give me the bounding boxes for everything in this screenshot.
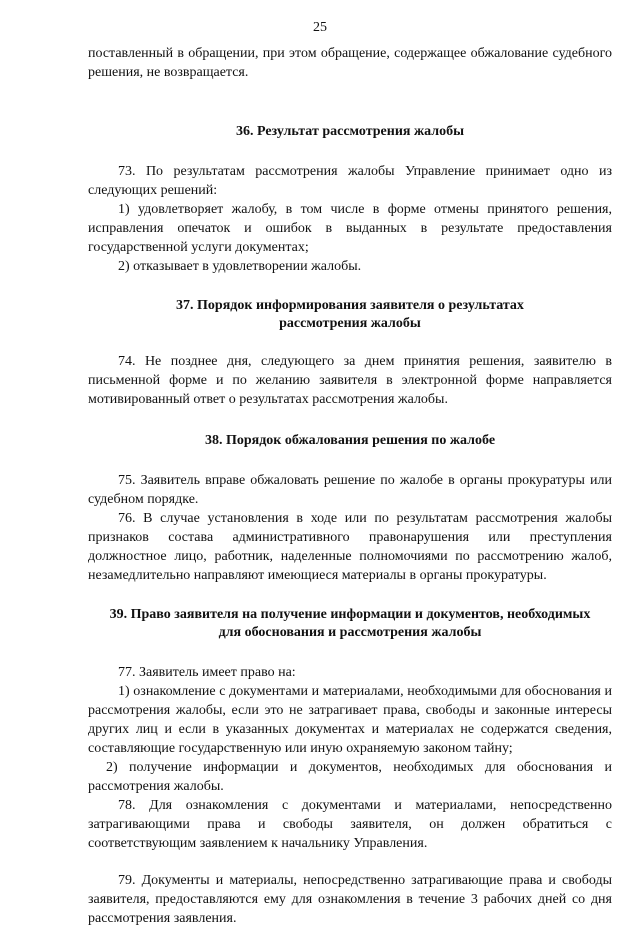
- section-heading-38: 38. Порядок обжалования решения по жалобе: [204, 433, 496, 448]
- page-number: 25: [313, 20, 327, 35]
- paragraph-73-item-1: 1) удовлетворяет жалобу, в том числе в форме отмены принятого решения, исправления опечаток и ошибок в выданных в результате предоставления государственной услуги документах;: [88, 202, 612, 255]
- paragraph-77-item-2: 2) получение информации и документов, необходимых для обоснования и рассмотрения жалобы.: [88, 760, 612, 794]
- paragraph-79: 79. Документы и материалы, непосредственно затрагивающие права и свободы заявителя, предоставляются ему для ознакомления в течение 3 рабочих дней со дня рассмотрения заявления.: [88, 873, 612, 926]
- paragraph-74: 74. Не позднее дня, следующего за днем принятия решения, заявителю в письменной форме и по желанию заявителя в электронной форме направляется мотивированный ответ о результатах рассмотрения жалобы.: [88, 354, 612, 407]
- document-body: [88, 44, 612, 928]
- paragraph-73: 73. По результатам рассмотрения жалобы Управление принимает одно из следующих решений:: [88, 164, 612, 198]
- paragraph-78: 78. Для ознакомления с документами и материалами, непосредственно затрагивающими права и свободы заявителя, он должен обратиться с соответствующим заявлением к начальнику Управления.: [88, 798, 612, 851]
- paragraph-continuation: поставленный в обращении, при этом обращение, содержащее обжалование судебного решения, не возвращается.: [88, 46, 612, 80]
- paragraph-75: 75. Заявитель вправе обжаловать решение по жалобе в органы прокуратуры или судебном порядке.: [88, 473, 612, 507]
- section-heading-39-line-1: 39. Право заявителя на получение информации и документов, необходимых: [109, 607, 591, 622]
- section-heading-39-line-2: для обоснования и рассмотрения жалобы: [218, 625, 482, 640]
- section-heading-36: 36. Результат рассмотрения жалобы: [235, 124, 465, 139]
- paragraph-77-item-1: 1) ознакомление с документами и материалами, необходимыми для обоснования и рассмотрения жалобы, если это не затрагивает права, свободы и законные интересы других лиц и если в указанных документах и материалах не содержатся сведения, составляющие государственную или иную охраняемую законом тайну;: [88, 684, 612, 756]
- section-heading-37-line-2: рассмотрения жалобы: [279, 316, 421, 331]
- section-heading-37-line-1: 37. Порядок информирования заявителя о результатах: [176, 298, 524, 313]
- paragraph-77: 77. Заявитель имеет право на:: [118, 665, 296, 680]
- paragraph-76: 76. В случае установления в ходе или по результатам рассмотрения жалобы признаков состава административного правонарушения или преступления должностное лицо, работник, наделенные полномочиями по рассмотрению жалоб, незамедлительно направляют имеющиеся материалы в органы прокуратуры.: [88, 511, 612, 583]
- paragraph-73-item-2: 2) отказывает в удовлетворении жалобы.: [118, 259, 362, 274]
